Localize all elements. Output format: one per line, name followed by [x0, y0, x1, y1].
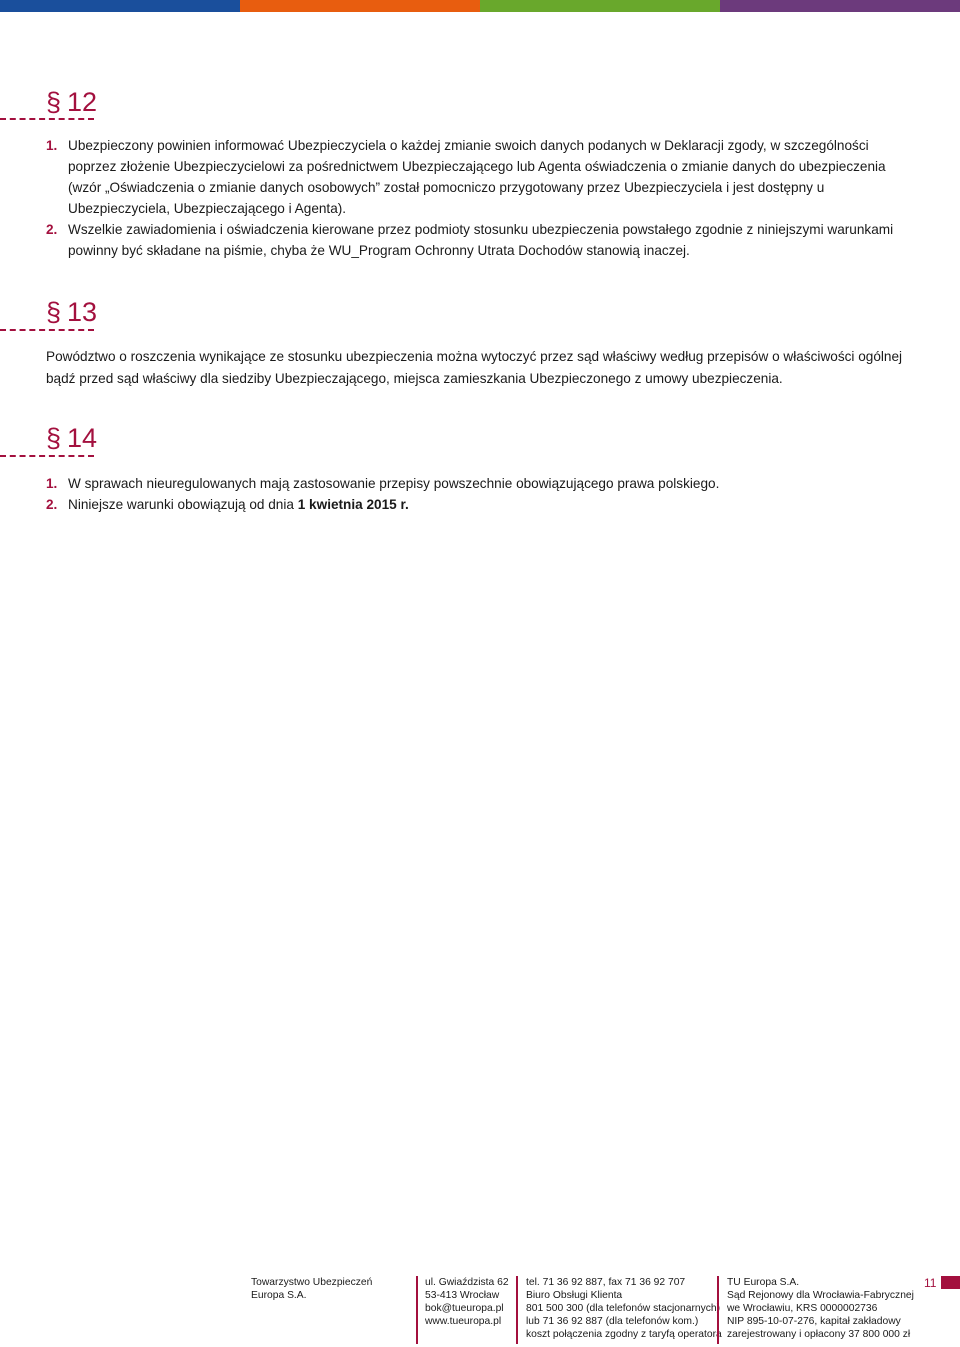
page-number: 11 [924, 1276, 937, 1290]
footer-divider-2 [516, 1276, 518, 1344]
section-14-item-2: 2. Niniejsze warunki obowiązują od dnia 1 kwietnia 2015 r. [46, 497, 409, 512]
section-12-heading: § 12 [46, 87, 98, 117]
footer-address: ul. Gwiaździsta 62 53-413 Wrocław bok@tueuropa.pl www.tueuropa.pl [425, 1277, 509, 1327]
section-13-body [46, 346, 916, 390]
top-color-bar [0, 0, 960, 12]
section-12 [46, 86, 916, 118]
page-number-bar [941, 1276, 960, 1289]
section-12-divider [0, 118, 94, 120]
footer-registration: TU Europa S.A. Sąd Rejonowy dla Wrocławia-Fabrycznej we Wrocławiu, KRS 0000002736 NIP 895-10-07-276, kapitał zakładowy zarejestrowany i opłacony 37 800 000 zł [727, 1277, 914, 1340]
top-bar-purple [720, 0, 960, 12]
section-13-divider [0, 329, 94, 331]
section-14 [46, 422, 916, 454]
footer-contact: tel. 71 36 92 887, fax 71 36 92 707 Biuro Obsługi Klienta 801 500 300 (dla telefonów stacjonarnych) lub 71 36 92 887 (dla telefonów kom.) koszt połączenia zgodny z taryfą operatora [526, 1277, 722, 1340]
section-12-item-1: 1. Ubezpieczony powinien informować Ubezpieczyciela o każdej zmianie swoich danych podanych w Deklaracji zgody, w szczególności poprzez złożenie Ubezpieczycielowi za pośrednictwem Ubezpieczającego lub Agenta oświadczenia o zmianie danych do ubezpieczenia (wzór „Oświadczenia o zmianie danych osobowych” został pomocniczo przygotowany przez Ubezpieczyciela i jest dostępny u Ubezpieczyciela, Ubezpieczającego i Agenta). [46, 138, 886, 216]
top-bar-green [480, 0, 720, 12]
top-bar-blue [0, 0, 240, 12]
section-12-item-2: 2. Wszelkie zawiadomienia i oświadczenia kierowane przez podmioty stosunku ubezpieczenia powstałego zgodnie z niniejszymi warunkami powinny być składane na piśmie, chyba że WU_Program Ochronny Utrata Dochodów stanowią inaczej. [46, 222, 894, 258]
footer [251, 1276, 960, 1346]
footer-divider-3 [717, 1276, 719, 1344]
footer-divider-1 [416, 1276, 418, 1344]
footer-company-name: Towarzystwo Ubezpieczeń Europa S.A. [251, 1277, 373, 1301]
footer-email-link[interactable]: bok@tueuropa.pl [425, 1303, 504, 1314]
section-14-item-1: 1. W sprawach nieuregulowanych mają zastosowanie przepisy powszechnie obowiązującego prawa polskiego. [46, 476, 720, 491]
section-13-heading: § 13 [46, 297, 98, 327]
top-bar-orange [240, 0, 480, 12]
footer-website-link[interactable]: www.tueuropa.pl [425, 1316, 502, 1327]
section-14-heading: § 14 [46, 423, 98, 453]
section-14-body [46, 473, 916, 515]
section-13-paragraph: Powództwo o roszczenia wynikające ze stosunku ubezpieczenia można wytoczyć przez sąd właściwy według przepisów o właściwości ogólnej bądź przed sąd właściwy dla siedziby Ubezpieczającego, miejsca zamieszkania Ubezpieczonego z umowy ubezpieczenia. [46, 349, 903, 386]
effective-date: 1 kwietnia 2015 r. [297, 497, 409, 512]
section-13 [46, 296, 916, 328]
section-14-divider [0, 455, 94, 457]
section-12-body [46, 135, 916, 261]
